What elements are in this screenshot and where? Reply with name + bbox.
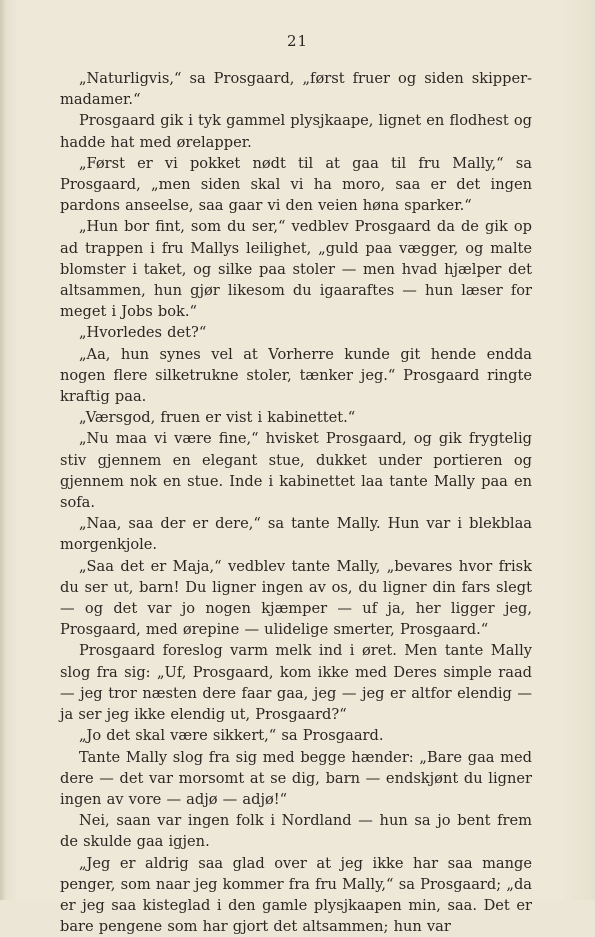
paragraph: „Hvorledes det?“ [78,324,207,342]
paragraph: „Værsgod, fruen er vist i kabinettet.“ [78,409,356,427]
paragraph: „Nu maa vi være fine,“ hvisket Prosgaard, og gik frygtelig stiv gjennem en elegant stue, dukket under portieren og gjennem nok en stue. Inde i kabinettet laa tante Mally paa en sofa. [60,430,532,512]
paragraph: „Først er vi pokket nødt til at gaa til fru Mally,“ sa Prosgaard, „men siden skal vi ha moro, saa er det ingen pardons anseelse, saa gaar vi den veien høna sparker.“ [60,154,532,215]
body-text [60,68,532,937]
page-number: 21 [286,32,309,50]
paragraph: „Saa det er Maja,“ vedblev tante Mally, „bevares hvor frisk du ser ut, barn! Du ligner ingen av os, du ligner din fars slegt — og det var jo nogen kjæmper — uf ja, her ligger jeg, Prosgaard, med ørepine — ulidelige smerter, Prosgaard.“ [60,557,532,639]
paragraph: „Aa, hun synes vel at Vorherre kunde git hende endda nogen flere silketrukne stoler, tænker jeg.“ Prosgaard ringte kraftig paa. [60,345,532,406]
paragraph: „Hun bor fint, som du ser,“ vedblev Prosgaard da de gik op ad trappen i fru Mallys leilighet, „guld paa vægger, og malte blomster i taket, og silke paa stoler — men hvad hjælper det altsammen, hun gjør likesom du igaaraftes — hun læser for meget i Jobs bok.“ [60,218,532,321]
paragraph: Nei, saan var ingen folk i Nordland — hun sa jo bent frem de skulde gaa igjen. [60,812,532,851]
paragraph: „Jo det skal være sikkert,“ sa Prosgaard. [78,727,384,745]
paragraph: „Jeg er aldrig saa glad over at jeg ikke har saa mange penger, som naar jeg kommer fra fru Mally,“ sa Prosgaard; „da er jeg saa kisteglad i den gamle plysjkaapen min, saa. Det er bare pengene som har gjort det altsammen; hun var [60,854,532,936]
paragraph: Tante Mally slog fra sig med begge hænder: „Bare gaa med dere — det var morsomt at se dig, barn — endskjønt du ligner ingen av vore — adjø — adjø!“ [60,748,532,808]
paragraph: „Naa, saa der er dere,“ sa tante Mally. Hun var i blekblaa morgenkjole. [60,515,532,554]
paragraph: „Naturligvis,“ sa Prosgaard, „først fruer og siden skipper-madamer.“ [60,70,532,109]
paragraph: Prosgaard gik i tyk gammel plysjkaape, lignet en flodhest og hadde hat med ørelapper. [60,112,532,151]
page-spine-shadow [0,0,6,900]
paragraph: Prosgaard foreslog varm melk ind i øret. Men tante Mally slog fra sig: „Uf, Prosgaard, kom ikke med Deres simple raad — jeg tror næsten dere faar gaa, jeg — jeg er altfor elendig — ja ser jeg ikke elendig ut, Prosgaard?“ [60,642,532,724]
